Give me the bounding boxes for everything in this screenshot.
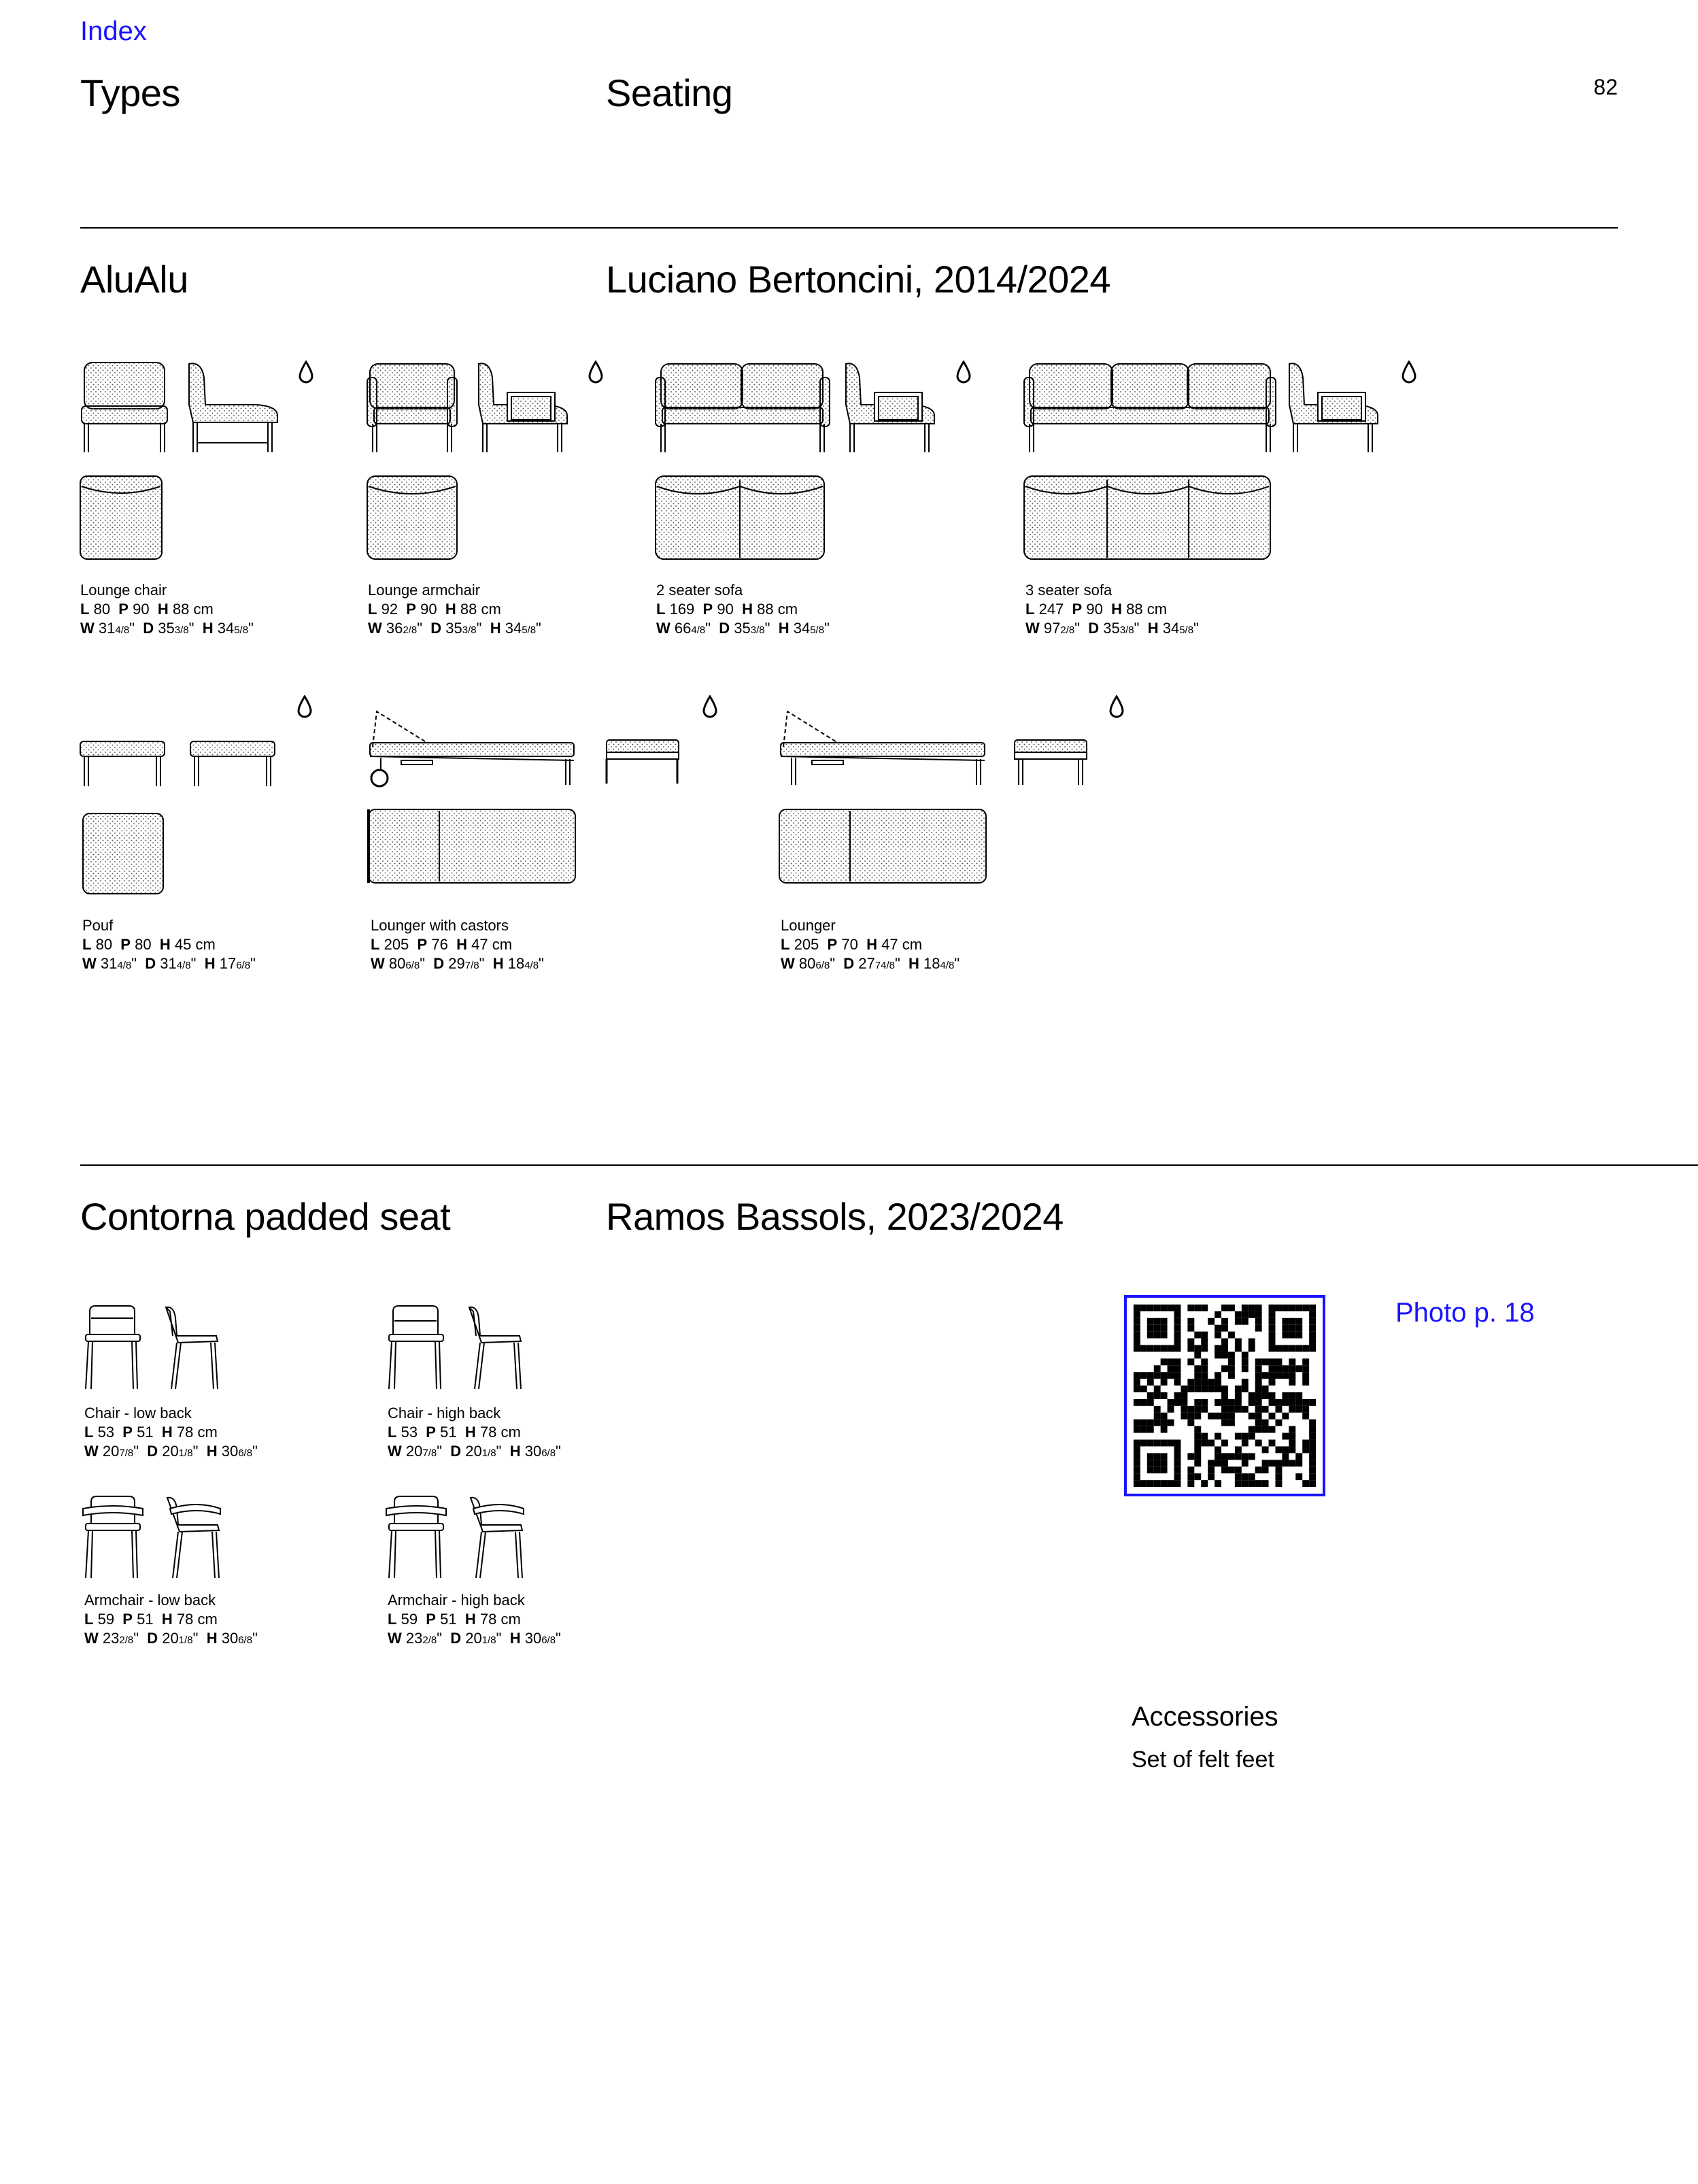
water-drop-icon: [298, 360, 314, 384]
chair-high-back-drawing: [388, 1305, 530, 1393]
category-title: Types: [80, 71, 180, 114]
water-drop-icon: [1108, 695, 1125, 718]
accessories-item: Set of felt feet: [1132, 1747, 1274, 1773]
spec-lounge-armchair: Lounge armchair L 92 P 90 H 88 cm W 362/8" D 353/8" H 345/8": [368, 582, 541, 637]
product-designer: Ramos Bassols, 2023/2024: [606, 1195, 1064, 1238]
lounger-with-castors-drawing: [367, 707, 694, 898]
armchair-low-back-drawing: [82, 1494, 231, 1582]
water-drop-icon: [1401, 360, 1417, 384]
lounge-chair-drawing: [80, 357, 325, 575]
index-link[interactable]: Index: [80, 16, 147, 46]
lounge-armchair-drawing: [367, 357, 598, 575]
qr-code-link[interactable]: [1124, 1295, 1325, 1496]
product-title: AluAlu: [80, 258, 188, 301]
photo-link[interactable]: Photo p. 18: [1395, 1298, 1535, 1328]
page-number: 82: [1593, 75, 1618, 99]
spec-chair-high-back: Chair - high back L 53 P 51 H 78 cm W 207/8" D 201/8" H 306/8": [388, 1405, 561, 1460]
three-seater-sofa-drawing: [1024, 357, 1405, 575]
spec-2-seater-sofa: 2 seater sofa L 169 P 90 H 88 cm W 664/8" D 353/8" H 345/8": [656, 582, 830, 637]
spec-3-seater-sofa: 3 seater sofa L 247 P 90 H 88 cm W 972/8" D 353/8" H 345/8": [1025, 582, 1199, 637]
spec-lounge-chair: Lounge chair L 80 P 90 H 88 cm W 314/8" D 353/8" H 345/8": [80, 582, 254, 637]
armchair-high-back-drawing: [385, 1494, 534, 1582]
two-seater-sofa-drawing: [656, 357, 941, 575]
divider: [80, 1164, 1698, 1166]
water-drop-icon: [296, 695, 313, 718]
pouf-drawing: [80, 694, 284, 898]
spec-pouf: Pouf L 80 P 80 H 45 cm W 314/8" D 314/8" H 176/8": [82, 917, 256, 972]
lounger-drawing: [778, 707, 1104, 898]
spec-armchair-low-back: Armchair - low back L 59 P 51 H 78 cm W 232/8" D 201/8" H 306/8": [84, 1592, 258, 1647]
accessories-title: Accessories: [1132, 1702, 1278, 1732]
section-title: Seating: [606, 71, 733, 114]
water-drop-icon: [955, 360, 972, 384]
chair-low-back-drawing: [84, 1305, 227, 1393]
qr-code-icon: [1127, 1298, 1323, 1494]
product-title: Contorna padded seat: [80, 1195, 451, 1238]
spec-lounger: Lounger L 205 P 70 H 47 cm W 806/8" D 2774/8" H 184/8": [781, 917, 960, 972]
spec-lounger-with-castors: Lounger with castors L 205 P 76 H 47 cm W 806/8" D 297/8" H 184/8": [371, 917, 544, 972]
product-designer: Luciano Bertoncini, 2014/2024: [606, 258, 1111, 301]
water-drop-icon: [702, 695, 718, 718]
water-drop-icon: [588, 360, 604, 384]
divider: [80, 227, 1618, 229]
spec-chair-low-back: Chair - low back L 53 P 51 H 78 cm W 207/8" D 201/8" H 306/8": [84, 1405, 258, 1460]
spec-armchair-high-back: Armchair - high back L 59 P 51 H 78 cm W 232/8" D 201/8" H 306/8": [388, 1592, 561, 1647]
